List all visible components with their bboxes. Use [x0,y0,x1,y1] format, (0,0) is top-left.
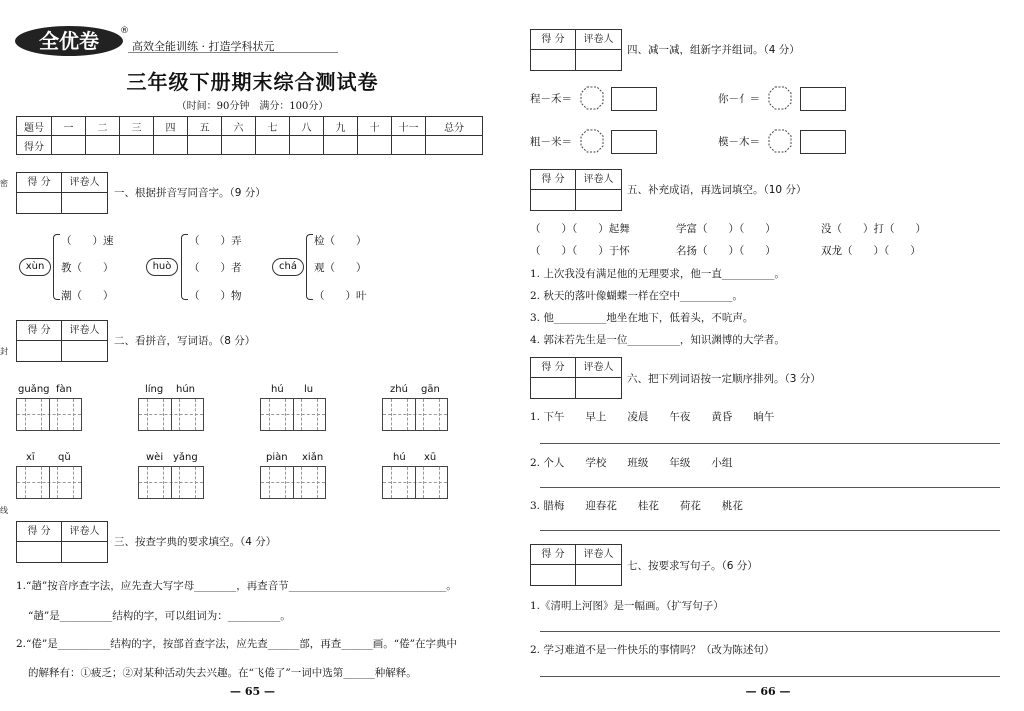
writing-grid[interactable] [382,398,448,431]
pinyin-label: guǎng [18,384,50,395]
idiom-blank[interactable]: 名扬（ ）（ ） [676,245,776,257]
grader-box [530,357,622,399]
ordering-item: 1. 下午 早上 凌晨 午夜 黄昏 晌午 [530,411,775,423]
writing-grid[interactable] [382,466,448,499]
pinyin-oval: chá [272,258,304,276]
section-4-title: 四、减一减，组新字并组词。（4 分） [627,44,800,56]
score-cell[interactable] [222,136,256,155]
registered-icon: ® [120,26,129,36]
pinyin-label: xī [26,452,35,463]
writing-grid[interactable] [16,398,82,431]
writing-grid[interactable] [260,398,326,431]
score-header-cell: 六 [222,117,256,136]
slogan-underline [128,52,338,53]
blank-item[interactable]: 教（ ） [61,262,114,274]
word-answer-box[interactable] [800,130,846,154]
blank-item[interactable]: （ ）速 [61,235,114,247]
char-answer-box[interactable] [768,86,792,110]
pinyin-label: gān [421,384,440,395]
writing-grid[interactable] [138,398,204,431]
score-cell[interactable] [392,136,426,155]
pinyin-oval: xùn [19,258,51,276]
section-6-title: 六、把下列词语按一定顺序排列。（3 分） [627,373,821,385]
fill-sentence: 2. 秋天的落叶像蝴蝶一样在空中__________。 [530,290,743,302]
grader-label: 评卷人 [62,522,107,542]
fill-sentence: 4. 郭沫若先生是一位__________，知识渊博的大学者。 [530,334,785,346]
answer-line[interactable] [540,631,1000,632]
score-header-cell: 十一 [392,117,426,136]
answer-line[interactable] [540,443,1000,444]
exam-info: （时间：90分钟 满分：100分） [176,101,329,112]
binding-mark: 封 [0,347,8,356]
pinyin-label: hú [271,384,284,395]
score-cell[interactable] [154,136,188,155]
score-header-cell: 四 [154,117,188,136]
answer-line[interactable] [540,676,1000,677]
grader-label: 评卷人 [576,170,621,190]
score-label: 得 分 [17,173,62,193]
score-cell[interactable] [290,136,324,155]
ordering-item: 2. 个人 学校 班级 年级 小组 [530,457,733,469]
score-header-cell: 二 [86,117,120,136]
score-header-cell: 题号 [17,117,52,136]
score-table [16,116,483,155]
writing-grid[interactable] [16,466,82,499]
page-title: 三年级下册期末综合测试卷 [126,70,379,94]
score-cell[interactable] [86,136,120,155]
pinyin-label: lu [304,384,314,395]
grader-box [16,320,108,362]
subtraction-item: 程－禾＝ [530,93,572,105]
score-label: 得 分 [531,545,576,565]
char-answer-box[interactable] [768,129,792,153]
score-header-cell: 总分 [426,117,483,136]
idiom-blank[interactable]: 学富（ ）（ ） [676,223,776,235]
char-answer-box[interactable] [580,86,604,110]
score-label: 得 分 [17,321,62,341]
score-cell[interactable] [358,136,392,155]
word-answer-box[interactable] [611,87,657,111]
subtraction-item: 粗－米＝ [530,136,572,148]
subtraction-item: 你－亻＝ [718,93,760,105]
idiom-blank[interactable]: （ ）（ ）于怀 [530,245,630,257]
writing-grid[interactable] [260,466,326,499]
binding-mark: 线 [0,506,8,515]
answer-line[interactable] [540,530,1000,531]
score-cell[interactable] [324,136,358,155]
grader-box [530,544,622,586]
brace [306,234,313,300]
blank-item[interactable]: 观（ ） [314,262,367,274]
pinyin-label: xiǎn [302,452,324,463]
section-5-title: 五、补充成语，再选词填空。（10 分） [627,184,807,196]
pinyin-label: qǔ [58,452,71,463]
blank-item[interactable]: （ ）者 [189,262,242,274]
ordering-item: 3. 腊梅 迎春花 桂花 荷花 桃花 [530,500,743,512]
section-1-title: 一、根据拼音写同音字。（9 分） [114,187,266,199]
pinyin-label: hú [393,452,406,463]
grader-label: 评卷人 [62,173,107,193]
score-cell[interactable] [52,136,86,155]
sentence-task: 1.《清明上河图》是一幅画。（扩写句子） [530,600,724,612]
section-7-title: 七、按要求写句子。（6 分） [627,560,758,572]
grader-label: 评卷人 [576,545,621,565]
score-header-cell: 七 [256,117,290,136]
pinyin-label: xū [424,452,437,463]
score-header-cell: 五 [188,117,222,136]
blank-item[interactable]: 检（ ） [314,235,367,247]
idiom-blank[interactable]: 没（ ）打（ ） [821,223,926,235]
pinyin-oval: huò [146,258,178,276]
word-answer-box[interactable] [611,130,657,154]
pinyin-label: yǎng [173,452,198,463]
blank-item[interactable]: （ ）弄 [189,235,242,247]
pinyin-label: piàn [266,452,288,463]
fill-sentence: 1. 上次我没有满足他的无理要求，他一直__________。 [530,268,785,280]
score-cell[interactable] [256,136,290,155]
score-header-cell: 八 [290,117,324,136]
score-header-cell: 一 [52,117,86,136]
pinyin-label: líng [145,384,164,395]
subtraction-item: 模－木＝ [718,136,760,148]
score-header-cell: 十 [358,117,392,136]
idiom-blank[interactable]: （ ）（ ）起舞 [530,223,630,235]
brace [53,234,60,300]
score-label: 得 分 [531,30,576,50]
question-line: 的解释有：①疲乏；②对某种活动失去兴趣。在“飞倦了”一词中选第______种解释。 [28,667,417,679]
score-row-label: 得分 [17,136,52,155]
section-3-title: 三、按查字典的要求填空。（4 分） [114,536,277,548]
score-cell[interactable] [188,136,222,155]
blank-item[interactable]: （ ）物 [189,290,242,302]
question-line: 2.“倦”是__________结构的字，按部首查字法，应先查______部，再查______画。“倦”在字典中 [16,638,457,650]
score-label: 得 分 [531,170,576,190]
char-answer-box[interactable] [580,129,604,153]
pinyin-label: wèi [146,452,164,463]
binding-mark: 密 [0,179,8,188]
word-answer-box[interactable] [800,87,846,111]
blank-item[interactable]: （ ）叶 [314,290,367,302]
grader-box [16,521,108,563]
brace [181,234,188,300]
score-label: 得 分 [531,358,576,378]
score-header-cell: 九 [324,117,358,136]
score-cell[interactable] [120,136,154,155]
grader-label: 评卷人 [576,358,621,378]
grader-box [16,172,108,214]
grader-label: 评卷人 [576,30,621,50]
slogan: 高效全能训练 · 打造学科状元 [132,40,275,53]
grader-box [530,169,622,211]
grader-box [530,29,622,71]
answer-line[interactable] [540,487,1000,488]
sentence-task: 2. 学习难道不是一件快乐的事情吗？（改为陈述句） [530,644,775,656]
score-header-cell: 三 [120,117,154,136]
score-cell[interactable] [426,136,483,155]
pinyin-label: fàn [56,384,72,395]
fill-sentence: 3. 他__________地坐在地下，低着头，不吭声。 [530,312,754,324]
writing-grid[interactable] [138,466,204,499]
pinyin-label: zhú [390,384,408,395]
question-line: 1.“趟”按音序查字法，应先查大写字母________，再查音节______________________________。 [16,580,457,592]
blank-item[interactable]: 潮（ ） [61,290,114,302]
grader-label: 评卷人 [62,321,107,341]
page-number: — 65 — [230,685,275,698]
score-label: 得 分 [17,522,62,542]
section-2-title: 二、看拼音，写词语。（8 分） [114,335,256,347]
question-line: “趟”是__________结构的字，可以组词为：__________。 [28,610,291,622]
page-number: — 66 — [745,685,791,698]
idiom-blank[interactable]: 双龙（ ）（ ） [821,245,921,257]
svg-text:全优卷: 全优卷 [39,29,99,53]
pinyin-label: hún [176,384,196,395]
brand-logo [14,24,124,58]
